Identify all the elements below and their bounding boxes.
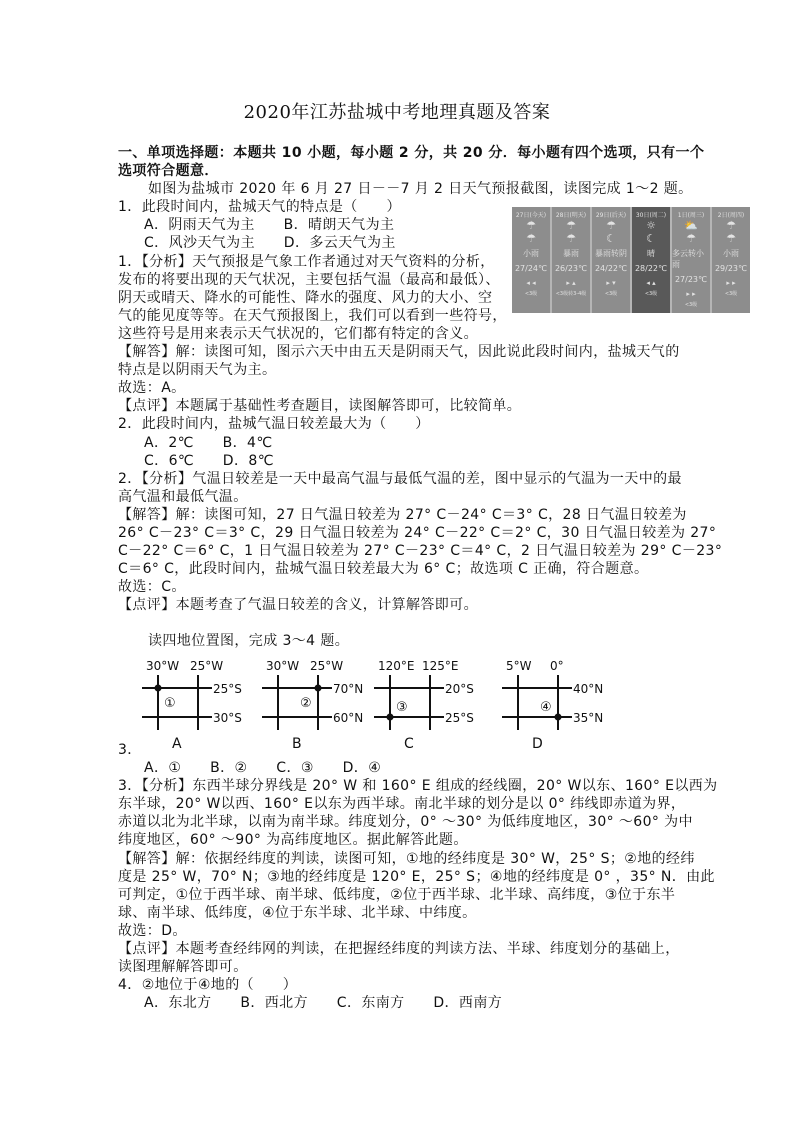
text-line: C．风沙天气为主 D．多云天气为主 — [144, 235, 396, 252]
forecast-condition: 多云转小雨 — [672, 249, 704, 269]
wind-level: <3级 — [724, 291, 738, 297]
forecast-condition: 小雨 — [723, 249, 739, 258]
latitude-label: 25°S — [445, 711, 474, 725]
forecast-day — [592, 207, 630, 313]
forecast-date: 28日(明天) — [555, 212, 587, 219]
forecast-temperature: 24/22℃ — [594, 264, 628, 273]
text-line: 发布的将要出现的天气状况，主要包括气温（最高和最低）、 — [118, 271, 500, 288]
text-line: 3．【分析】东西半球分界线是 20° W 和 160° E 组成的经线圈，20° W以东、160° E以西为 — [118, 778, 718, 795]
text-line: 读图理解解答即可。 — [118, 959, 248, 976]
text-line: C－22° C＝6° C，1 日气温日较差为 27° C－23° C＝4° C，2 日气温日较差为 29° C－23° — [118, 543, 723, 560]
weather-icon: ☂ — [726, 219, 736, 232]
longitude-label: 25°W — [310, 659, 344, 673]
weather-icon: ☂ — [566, 232, 576, 245]
location-marker: ③ — [396, 700, 408, 715]
weather-icon: ☂ — [726, 232, 736, 245]
longitude-label: 30°W — [266, 659, 300, 673]
text-line: 选项符合题意． — [118, 163, 219, 180]
weather-icon: ☂ — [526, 219, 536, 232]
location-marker: ④ — [540, 700, 552, 715]
text-line: A．① B．② C．③ D．④ — [144, 760, 382, 777]
longitude-label: 25°W — [190, 659, 224, 673]
forecast-condition: 暴雨 — [563, 249, 579, 258]
text-line: 故选：C。 — [118, 579, 186, 596]
text-line: 1．【分析】天气预报是气象工作者通过对天气资料的分析， — [118, 253, 495, 270]
longitude-label: 125°E — [422, 659, 459, 673]
forecast-condition: 小雨 — [523, 249, 539, 258]
forecast-condition: 晴 — [647, 249, 655, 258]
grid-diagram-c — [372, 655, 492, 750]
location-marker: ① — [164, 696, 176, 711]
text-line: 特点是以阴雨天气为主。 — [118, 362, 277, 379]
text-line: 【解答】解：依据经纬度的判读，读图可知，①地的经纬度是 30° W，25° S；②地的经纬 — [118, 850, 695, 867]
text-line: 故选：D。 — [118, 922, 187, 939]
location-dot — [315, 685, 322, 692]
forecast-day — [512, 207, 550, 313]
text-line: 【点评】本题考查了气温日较差的含义，计算解答即可。 — [118, 597, 478, 614]
text-line: C＝6° C，此段时间内，盐城气温日较差最大为 6° C；故选项 C 正确，符合题意。 — [118, 561, 649, 578]
latitude-label: 25°S — [213, 682, 242, 696]
forecast-temperature: 28/22℃ — [634, 264, 668, 273]
wind-level: <3级 — [644, 291, 658, 297]
longitude-label: 30°W — [146, 659, 180, 673]
text-line: 赤道以北为北半球，以南为南半球。纬度划分，0° ～30° 为低纬度地区，30° ～60° 为中 — [118, 814, 693, 831]
forecast-date: 1日(周三) — [677, 212, 705, 219]
text-line: 度是 25° W，70° N；③地的经纬度是 120° E，25° S；④地的经纬度是 0° ，35° N．由此 — [118, 868, 715, 885]
text-line: C．6℃ D．8℃ — [144, 452, 274, 469]
forecast-day — [552, 207, 590, 313]
grid-diagram-b — [260, 655, 380, 750]
location-marker: ② — [300, 696, 312, 711]
forecast-date: 27日(今天) — [515, 212, 547, 219]
forecast-temperature: 29/23℃ — [714, 264, 748, 273]
text-line: 东半球，20° W以西、160° E以东为西半球。南北半球的划分是以 0° 纬线即赤道为界， — [118, 796, 686, 813]
weather-icon: ☂ — [686, 232, 696, 245]
weather-icon: ☂ — [606, 219, 616, 232]
text-line: A．东北方 B．西北方 C．东南方 D．西南方 — [144, 995, 503, 1012]
wind-direction-icon: ◂ ▴ — [646, 279, 656, 287]
text-line: 这些符号是用来表示天气状况的，它们都有特定的含义。 — [118, 325, 478, 342]
text-line: 气的能见度等等。在天气预报图上，我们可以看到一些符号， — [118, 307, 507, 324]
questions-3-4-intro — [118, 632, 349, 650]
diagram-label: A — [172, 736, 182, 750]
text-line: 球、南半球、低纬度，④位于东半球、北半球、中纬度。 — [118, 904, 477, 921]
text-line: 4．②地位于④地的（ ） — [118, 977, 298, 994]
diagram-label: D — [532, 736, 543, 750]
forecast-condition: 暴雨转阴 — [595, 249, 627, 258]
text-line: 可判定，①位于西半球、南半球、低纬度，②位于西半球、北半球、高纬度，③位于东半 — [118, 886, 676, 903]
forecast-day — [632, 207, 670, 313]
latitude-label: 35°N — [573, 711, 604, 725]
text-line: 【解答】解：读图可知，27 日气温日较差为 27° C－24° C＝3° C，28 日气温日较差为 — [118, 506, 687, 523]
text-line: 高气温和最低气温。 — [118, 488, 248, 505]
weather-icon: ☼ — [646, 219, 656, 232]
forecast-date: 29日(后天) — [595, 212, 627, 219]
page-title: 2020年江苏盐城中考地理真题及答案 — [243, 102, 551, 123]
weather-icon: ☂ — [526, 232, 536, 245]
wind-direction-icon: ▸ ▸ — [686, 290, 696, 298]
wind-level: <3级 — [604, 291, 618, 297]
text-line: A．2℃ B．4℃ — [144, 434, 273, 451]
forecast-temperature: 26/23℃ — [554, 264, 588, 273]
weather-icon: ⛅ — [684, 219, 698, 232]
text-line: 2．此段时间内，盐城气温日较差最大为（ ） — [118, 416, 430, 433]
location-dot — [555, 714, 562, 721]
grid-diagram-a — [140, 655, 260, 750]
longitude-label: 5°W — [506, 659, 532, 673]
forecast-date: 30日(周二) — [635, 212, 667, 219]
forecast-temperature: 27/23℃ — [674, 275, 708, 284]
text-line: 故选：A。 — [118, 380, 186, 397]
location-dot — [155, 685, 162, 692]
wind-level: <3级转3-4级 — [555, 291, 587, 297]
forecast-temperature: 27/24℃ — [514, 264, 548, 273]
grid-diagram-d — [500, 655, 620, 750]
forecast-day — [672, 207, 710, 313]
text-line: 2．【分析】气温日较差是一天中最高气温与最低气温的差，图中显示的气温为一天中的最 — [118, 470, 682, 487]
longitude-label: 0° — [550, 659, 564, 673]
latitude-label: 60°N — [333, 711, 364, 725]
wind-direction-icon: ▸ ▴ — [566, 279, 576, 287]
latitude-label: 70°N — [333, 682, 364, 696]
forecast-date: 2日(周四) — [717, 212, 745, 219]
text-line: 一、单项选择题：本题共 10 小题，每小题 2 分，共 20 分．每小题有四个选项，只有一个 — [118, 145, 705, 161]
location-dot — [387, 714, 394, 721]
text-line: A．阴雨天气为主 B．晴朗天气为主 — [144, 217, 395, 234]
weather-icon: ☂ — [566, 219, 576, 232]
wind-level: <3级 — [524, 291, 538, 297]
text-line: 1．此段时间内，盐城天气的特点是（ ） — [118, 199, 401, 216]
forecast-day — [712, 207, 750, 313]
text-line: 阴天或晴天、降水的可能性、降水的强度、风力的大小、空 — [118, 289, 493, 306]
text-line: 【解答】解：读图可知，图示六天中由五天是阴雨天气，因此说此段时间内，盐城天气的 — [118, 344, 680, 361]
wind-direction-icon: ▸ ▸ — [726, 279, 736, 287]
latitude-label: 20°S — [445, 682, 474, 696]
diagram-label: C — [404, 736, 414, 750]
text-line: 如图为盐城市 2020 年 6 月 27 日－－7 月 2 日天气预报截图，读图完成 1～2 题。 — [148, 181, 693, 198]
questions-3-4 — [118, 741, 718, 1012]
text-line: 26° C－23° C＝3° C，29 日气温日较差为 24° C－22° C＝2° C，30 日气温日较差为 27° — [118, 524, 717, 541]
text-line: 【点评】本题属于基础性考查题目，读图解答即可，比较简单。 — [118, 398, 522, 415]
text-line: 3． — [118, 742, 142, 758]
text-line: 读四地位置图，完成 3～4 题。 — [148, 633, 350, 649]
weather-forecast-image — [512, 207, 750, 313]
diagram-label: B — [292, 736, 302, 750]
weather-icon: ☾ — [646, 232, 656, 245]
text-line: 【点评】本题考查经纬网的判读，在把握经纬度的判读方法、半球、纬度划分的基础上， — [118, 941, 680, 958]
text-line: 纬度地区，60° ～90° 为高纬度地区。据此解答此题。 — [118, 832, 468, 849]
wind-direction-icon: ▸ ▾ — [606, 279, 616, 287]
longitude-label: 120°E — [378, 659, 415, 673]
wind-level: <3级 — [684, 302, 698, 308]
weather-icon: ☾ — [606, 232, 616, 245]
wind-direction-icon: ◂ ◂ — [526, 279, 536, 287]
latitude-label: 40°N — [573, 682, 604, 696]
latitude-label: 30°S — [213, 711, 242, 725]
